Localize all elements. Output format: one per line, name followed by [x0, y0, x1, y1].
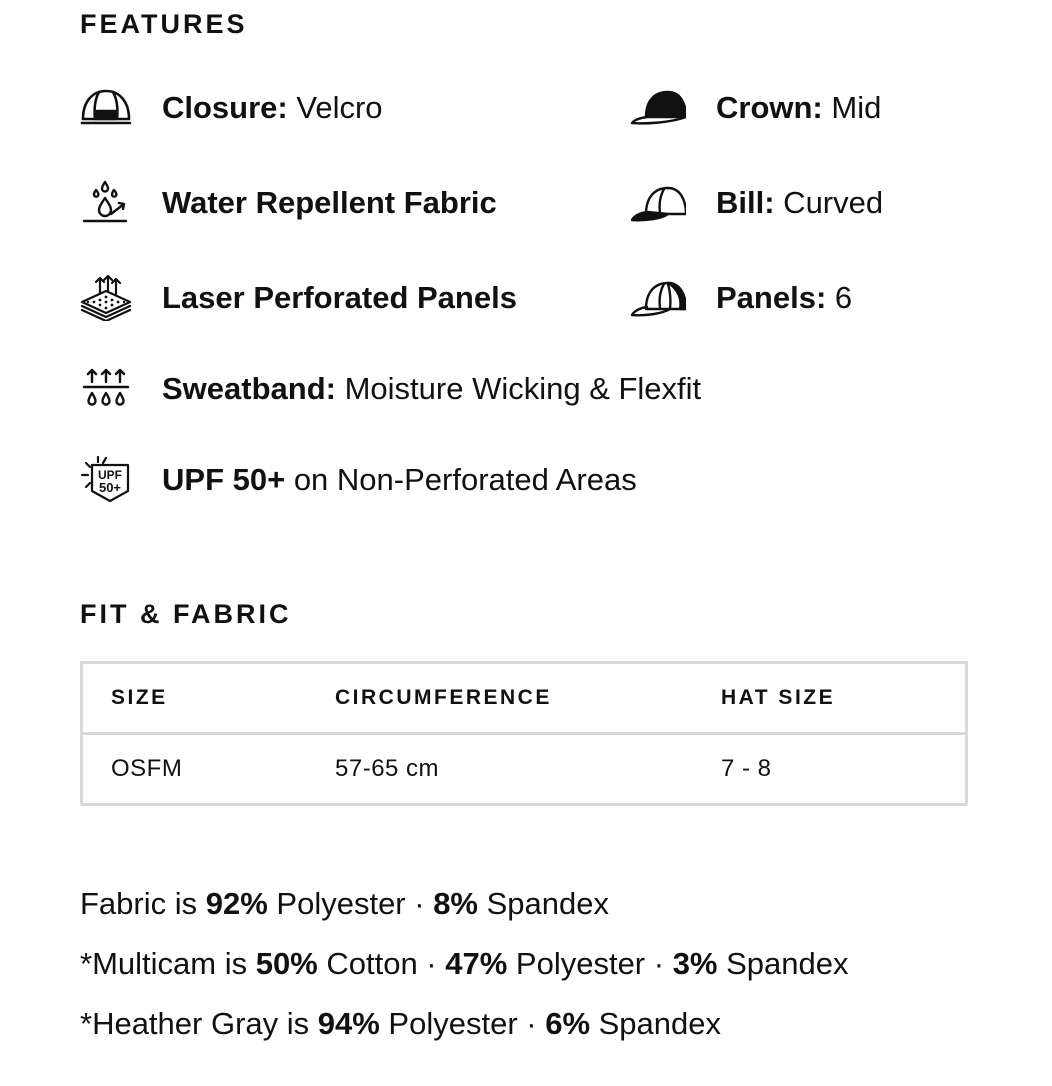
size-table	[80, 661, 968, 806]
fabric-text: Spandex	[717, 946, 849, 981]
feature-value: on Non-Perforated Areas	[285, 461, 637, 497]
feature-label: Bill:	[716, 184, 775, 220]
feature-label: Crown:	[716, 89, 823, 125]
feature-closure	[78, 82, 383, 132]
features-heading: FEATURES	[80, 9, 248, 39]
feature-label: Water Repellent Fabric	[162, 184, 497, 220]
feature-value: Moisture Wicking & Flexfit	[335, 370, 702, 406]
feature-laser-perforated	[78, 272, 517, 322]
feature-value: Curved	[774, 184, 884, 220]
header-circumference: CIRCUMFERENCE	[335, 686, 552, 709]
cap-crown-icon	[630, 82, 688, 132]
cap-bill-icon	[630, 177, 688, 227]
cell-size: OSFM	[111, 755, 183, 782]
feature-water-repellent	[78, 177, 497, 227]
cell-circumference: 57-65 cm	[335, 755, 440, 782]
feature-label: Panels:	[716, 279, 827, 315]
fabric-text: Polyester ·	[267, 886, 434, 921]
cell-hat-size: 7 - 8	[721, 755, 772, 782]
feature-label: Closure:	[162, 89, 288, 125]
feature-bill	[630, 177, 883, 227]
cap-panels-icon	[630, 272, 688, 322]
feature-value: 6	[826, 279, 853, 315]
fabric-text: Polyester ·	[507, 946, 673, 981]
table-row	[82, 734, 967, 805]
fabric-percent: 6%	[545, 1006, 591, 1041]
sweatband-drops-icon	[78, 363, 136, 413]
feature-label: Laser Perforated Panels	[162, 279, 517, 315]
closure-cap-icon	[78, 82, 136, 132]
feature-upf	[78, 454, 637, 504]
feature-value: Velcro	[287, 89, 383, 125]
upf-shield-icon	[78, 454, 136, 504]
fabric-text: Spandex	[478, 886, 609, 921]
header-hat-size: HAT SIZE	[721, 686, 836, 709]
fabric-percent: 50%	[255, 946, 318, 981]
feature-value: Mid	[822, 89, 882, 125]
fabric-text: *Multicam is	[80, 946, 256, 981]
perforated-layers-icon	[78, 272, 136, 322]
header-size: SIZE	[111, 686, 168, 709]
feature-label: UPF 50+	[162, 461, 286, 497]
fabric-text: Spandex	[590, 1006, 722, 1041]
fit-fabric-heading: FIT & FABRIC	[80, 599, 292, 629]
upf-icon-value: 50+	[98, 480, 122, 495]
feature-label: Sweatband:	[162, 370, 336, 406]
fabric-percent: 92%	[205, 886, 268, 921]
fabric-percent: 3%	[672, 946, 718, 981]
fabric-text: *Heather Gray is	[80, 1006, 318, 1041]
table-header-row	[82, 663, 967, 734]
feature-panels	[630, 272, 852, 322]
fabric-percent: 94%	[317, 1006, 380, 1041]
upf-icon-label: UPF	[98, 468, 122, 482]
fabric-composition-line	[80, 888, 609, 919]
fabric-text: Cotton ·	[317, 946, 446, 981]
feature-sweatband	[78, 363, 701, 413]
multicam-composition-line	[80, 948, 849, 979]
feature-crown	[630, 82, 881, 132]
fabric-percent: 47%	[445, 946, 508, 981]
fabric-text: Polyester ·	[379, 1006, 546, 1041]
fabric-text: Fabric is	[80, 886, 206, 921]
heather-gray-composition-line	[80, 1008, 721, 1039]
water-drop-icon	[78, 177, 136, 227]
fabric-percent: 8%	[433, 886, 478, 921]
